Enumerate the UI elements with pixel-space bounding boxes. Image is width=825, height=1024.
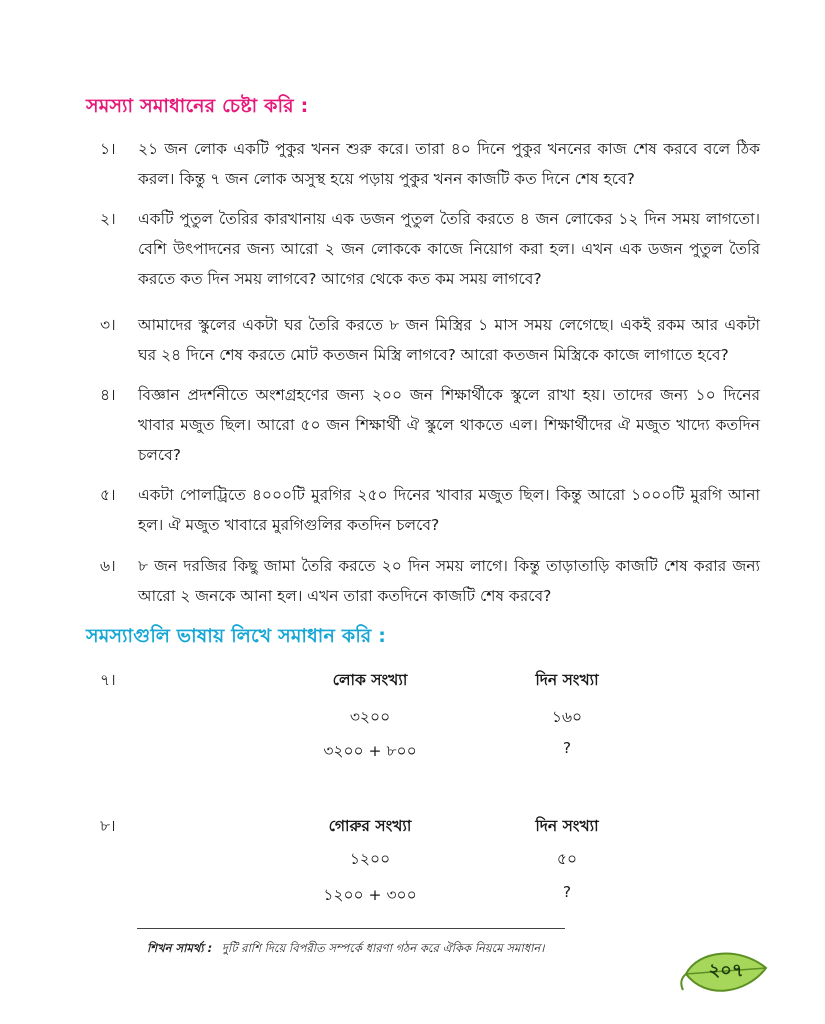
problem-text: একটি পুতুল তৈরির কারখানায় এক ডজন পুতুল তৈরি করতে ৪ জন লোকের ১২ দিন সময় লাগতো। বেশি উৎপাদনের জন্য আরো ২ জন লোককে কাজে নিয়োগ করা হল। এখন এক ডজন পুতুল তৈরি করতে কত দিন সময় লাগবে? আগের থেকে কত কম সময় লাগবে? (138, 210, 760, 288)
column-header: গোরুর সংখ্যা (328, 817, 412, 835)
learning-outcome-note (147, 940, 544, 959)
learning-outcome-text: দুটি রাশি দিয়ে বিপরীত সম্পর্কে ধারণা গঠন করে ঐকিক নিয়মে সমাধান। (221, 941, 545, 955)
problem-text: ৮ জন দরজির কিছু জামা তৈরি করতে ২০ দিন সময় লাগে। কিন্তু তাড়াতাড়ি কাজটি শেষ করার জন্য আরো ২ জনকে আনা হল। এখন তারা কতদিনে কাজটি শেষ করবে? (138, 557, 760, 605)
column-header: দিন সংখ্যা (535, 671, 599, 689)
table-cell: ৩২০০ (349, 708, 391, 726)
footer-divider (137, 928, 565, 929)
section-title-word-problems: সমস্যাগুলি ভাষায় লিখে সমাধান করি : (86, 625, 387, 647)
page-number: ২০৭ (708, 960, 744, 981)
problem-text: ২১ জন লোক একটি পুকুর খনন শুরু করে। তারা ৪০ দিনে পুকুর খননের কাজ শেষ করবে বলে ঠিক করল। কিন্তু ৭ জন লোক অসুস্থ হয়ে পড়ায় পুকুর খনন কাজটি কত দিনে শেষ হবে? (138, 140, 760, 188)
problem-text: আমাদের স্কুলের একটা ঘর তৈরি করতে ৮ জন মিস্ত্রির ১ মাস সময় লেগেছে। একই রকম আর একটা ঘর ২৪ দিনে শেষ করতে মোট কতজন মিস্ত্রি লাগবে? আরো কতজন মিস্ত্রিকে কাজে লাগাতে হবে? (138, 316, 760, 364)
problem-number: ৬। (100, 557, 116, 575)
column-header: দিন সংখ্যা (535, 817, 599, 835)
problem-item (100, 480, 760, 540)
table-cell: ৩২০০ + ৮০০ (323, 742, 417, 760)
section-title-problems: সমস্যা সমাধানের চেষ্টা করি : (86, 95, 309, 117)
table-cell: ৫০ (556, 850, 578, 868)
table-cell: ১২০০ + ৩০০ (323, 886, 417, 904)
problem-number: ৫। (100, 486, 116, 504)
problem-item (100, 551, 760, 611)
question-number: ৭। (100, 671, 116, 689)
problem-number: ৩। (100, 316, 116, 334)
problem-number: ২। (100, 210, 116, 228)
learning-outcome-label: শিখন সামর্থ্য : (147, 941, 213, 955)
question-number: ৮। (100, 817, 116, 835)
table-cell: ? (562, 883, 572, 901)
problem-text: বিজ্ঞান প্রদর্শনীতে অংশগ্রহণের জন্য ২০০ জন শিক্ষার্থীকে স্কুলে রাখা হয়। তাদের জন্য ১০ দিনের খাবার মজুত ছিল। আরো ৫০ জন শিক্ষার্থী ঐ স্কুলে থাকতে এল। শিক্ষার্থীদের ঐ মজুত খাদ্যে কতদিন চলবে? (138, 386, 760, 464)
problem-number: ৪। (100, 386, 116, 404)
table-cell: ১২০০ (349, 850, 391, 868)
problem-text: একটা পোলট্রিতে ৪০০০টি মুরগির ২৫০ দিনের খাবার মজুত ছিল। কিন্তু আরো ১০০০টি মুরগি আনা হল। ঐ মজুত খাবারে মুরগিগুলির কতদিন চলবে? (138, 486, 760, 534)
problem-item (100, 380, 760, 470)
problem-item (100, 134, 760, 194)
problem-item (100, 310, 760, 370)
problem-item (100, 204, 760, 294)
table-cell: ১৬০ (551, 708, 583, 726)
table-cell: ? (562, 739, 572, 757)
problem-number: ১। (100, 140, 116, 158)
column-header: লোক সংখ্যা (332, 671, 408, 689)
